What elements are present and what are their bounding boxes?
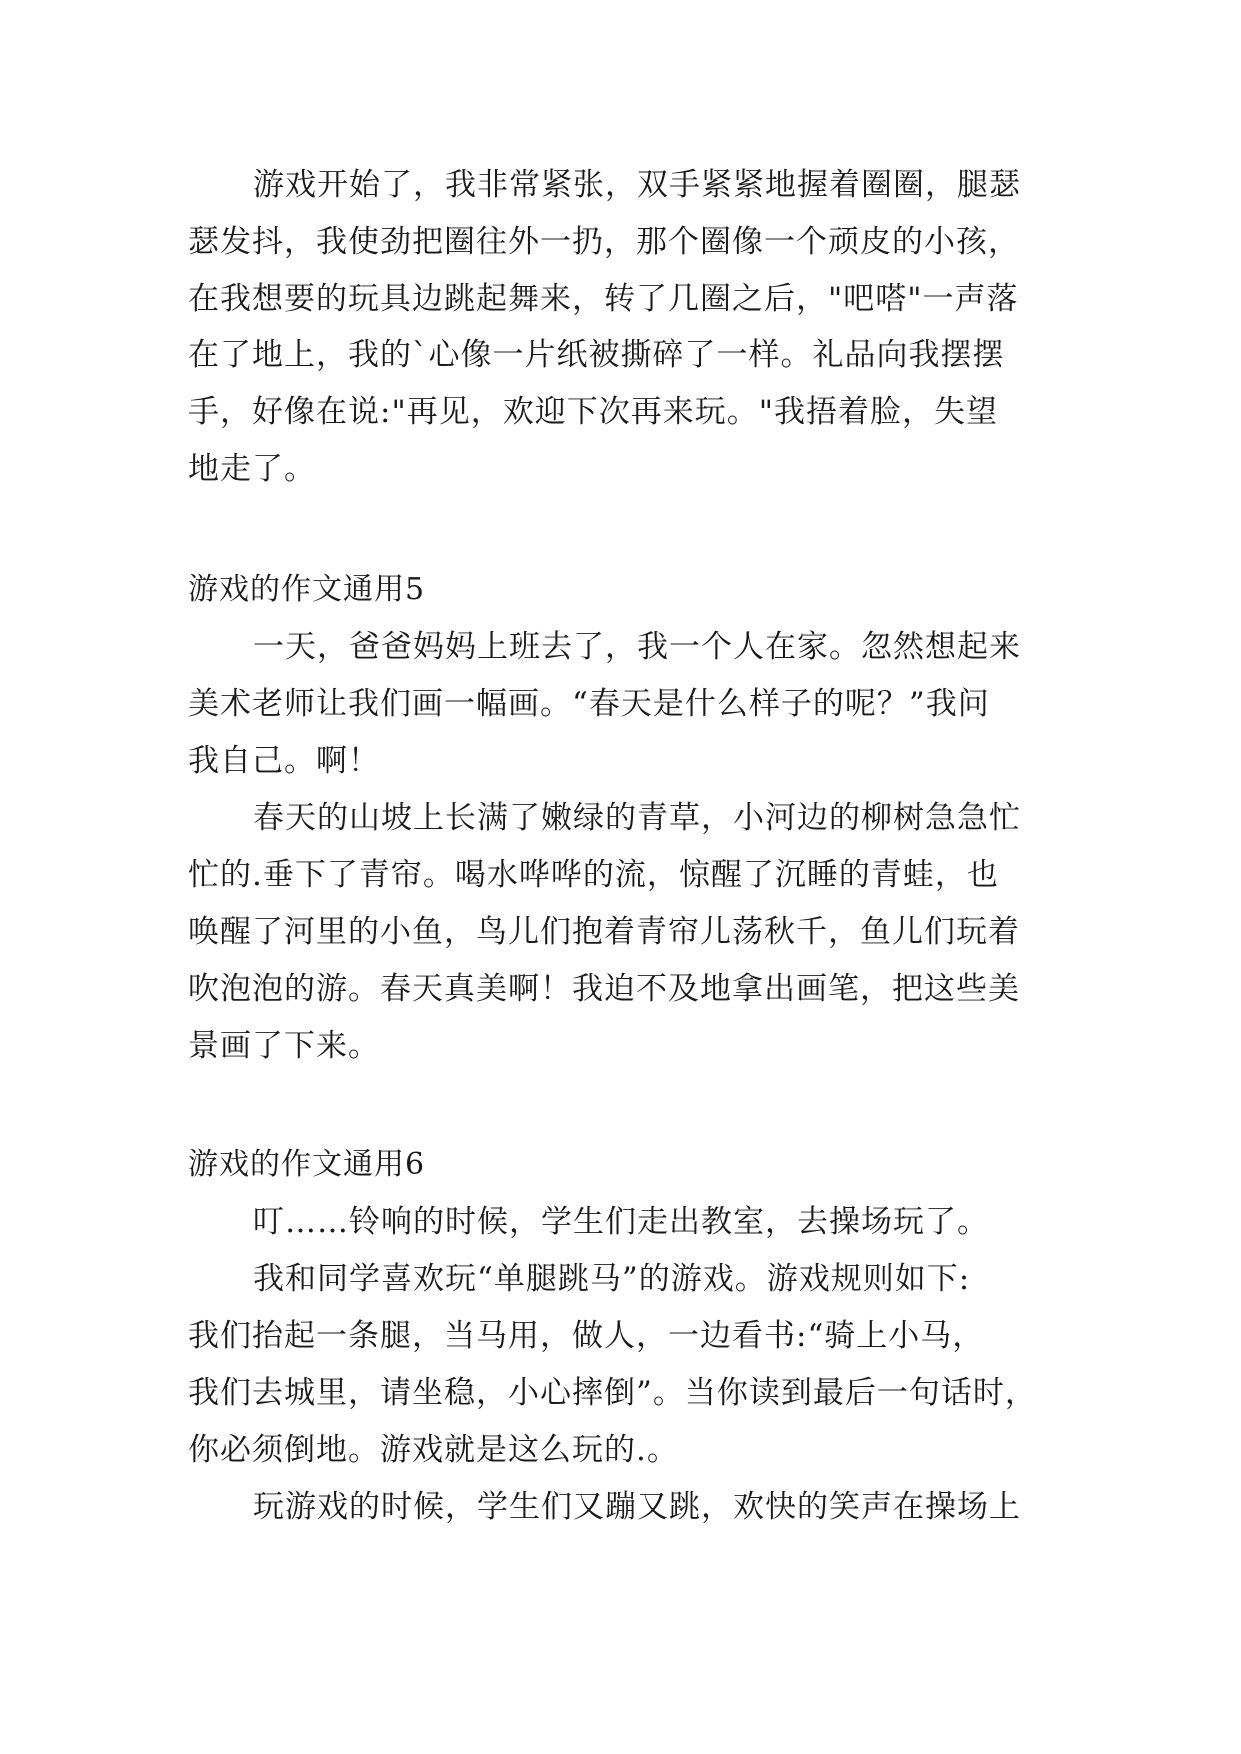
section-heading: 游戏的作文通用6 bbox=[188, 1147, 426, 1182]
paragraph-line: 吹泡泡的游。春天真美啊！我迫不及地拿出画笔，把这些美 bbox=[188, 971, 1020, 1007]
paragraph-line: 瑟发抖，我使劲把圈往外一扔，那个圈像一个顽皮的小孩， bbox=[188, 224, 1020, 260]
paragraph-line: 景画了下来。 bbox=[188, 1028, 380, 1064]
paragraph-line: 玩游戏的时候，学生们又蹦又跳，欢快的笑声在操场上 bbox=[253, 1489, 1021, 1525]
paragraph-line: 唤醒了河里的小鱼，鸟儿们抱着青帘儿荡秋千，鱼儿们玩着 bbox=[188, 914, 1020, 950]
paragraph-line: 在我想要的玩具边跳起舞来，转了几圈之后，"吧嗒"一声落 bbox=[188, 281, 1019, 317]
paragraph-line: 春天的山坡上长满了嫩绿的青草，小河边的柳树急急忙 bbox=[253, 800, 1021, 836]
section-heading: 游戏的作文通用5 bbox=[188, 572, 426, 607]
paragraph-line: 我和同学喜欢玩“单腿跳马”的游戏。游戏规则如下: bbox=[253, 1261, 971, 1297]
paragraph-line: 美术老师让我们画一幅画。“春天是什么样子的呢？”我问 bbox=[188, 686, 990, 722]
paragraph-line: 忙的.垂下了青帘。喝水哗哗的流，惊醒了沉睡的青蛙，也 bbox=[188, 857, 999, 893]
paragraph-line: 我们抬起一条腿，当马用，做人，一边看书:“骑上小马， bbox=[188, 1318, 985, 1354]
paragraph-line: 叮……铃响的时候，学生们走出教室，去操场玩了。 bbox=[253, 1204, 989, 1240]
paragraph-line: 地走了。 bbox=[188, 451, 316, 487]
paragraph-line: 你必须倒地。游戏就是这么玩的.。 bbox=[188, 1432, 679, 1468]
paragraph-line: 我自己。啊！ bbox=[188, 743, 380, 779]
paragraph-line: 手，好像在说:"再见，欢迎下次再来玩。"我捂着脸，失望 bbox=[188, 394, 998, 430]
paragraph-line: 我们去城里，请坐稳，小心摔倒”。当你读到最后一句话时， bbox=[188, 1375, 1037, 1411]
paragraph-line: 游戏开始了，我非常紧张，双手紧紧地握着圈圈，腿瑟 bbox=[253, 167, 1021, 203]
paragraph-line: 在了地上，我的`心像一片纸被撕碎了一样。礼品向我摆摆 bbox=[188, 337, 1005, 373]
paragraph-line: 一天，爸爸妈妈上班去了，我一个人在家。忽然想起来 bbox=[253, 629, 1021, 665]
